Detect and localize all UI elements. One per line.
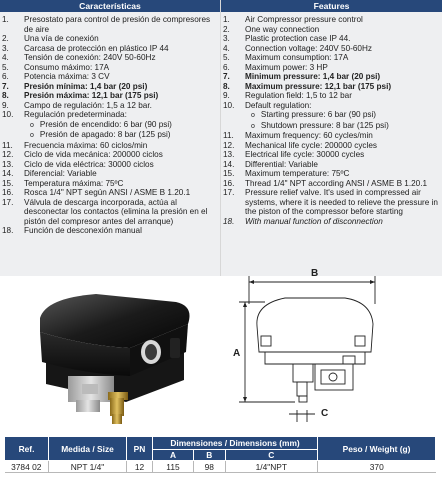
spec-item-text: Presión máxima: 12,1 bar (175 psi) (24, 91, 159, 100)
col-dimensions: Dimensiones / Dimensions (mm) (153, 437, 318, 450)
spec-item-text: Regulation field: 1,5 to 12 bar (245, 91, 352, 100)
cell-pn: 12 (127, 461, 153, 473)
spec-item-text: Potencia máxima: 3 CV (24, 72, 110, 81)
spec-item (2, 130, 216, 141)
spec-item (223, 15, 438, 25)
pressure-switch-photo (26, 280, 206, 430)
spec-item-number: 14. (2, 169, 14, 178)
spec-item-text: Plastic protection case IP 44. (245, 34, 351, 43)
spec-item-text: Campo de regulación: 1,5 a 12 bar. (24, 100, 152, 110)
table-row (5, 461, 436, 473)
specs-spanish-column (0, 0, 221, 276)
specs-spanish-title: Características (0, 0, 220, 12)
spec-item-text: Minimum pressure: 1,4 bar (20 psi) (245, 72, 381, 81)
col-pn: PN (127, 437, 153, 461)
spec-item-number: 4. (2, 53, 9, 62)
cell-dim-c: 1/4"NPT (225, 461, 317, 473)
spec-item-number: 3. (223, 34, 230, 43)
spec-item-number: 3. (2, 43, 9, 53)
spec-item-number: 17. (2, 197, 14, 207)
spec-item-number: 15. (2, 178, 14, 188)
spec-item-number: 12. (2, 150, 14, 159)
spec-item (2, 169, 216, 179)
spec-item-number: 18. (223, 216, 235, 226)
dimension-label-b: B (311, 268, 319, 279)
spec-item-number: 7. (223, 72, 230, 81)
spec-item-number: 7. (2, 81, 9, 91)
spec-item-number (2, 120, 40, 131)
spec-item (2, 179, 216, 189)
spec-item (2, 15, 216, 34)
spec-item-number (223, 121, 261, 132)
spec-item-text: Maximum power: 3 HP (245, 62, 328, 72)
spec-item-number (223, 110, 261, 121)
spec-item (2, 160, 216, 170)
spec-item-text: Temperatura máxima: 75ºC (24, 178, 124, 188)
spec-item (223, 160, 438, 170)
dimension-label-c: C (321, 408, 329, 419)
spec-item (223, 82, 438, 92)
spec-item-number: 4. (223, 43, 230, 53)
spec-item (223, 53, 438, 63)
cell-size: NPT 1/4" (49, 461, 127, 473)
spec-item (2, 226, 216, 236)
spec-item (2, 150, 216, 160)
spec-item-text: Maximum frequency: 60 cycles/min (245, 131, 373, 140)
spec-item-number: 5. (223, 53, 230, 62)
spec-item-number: 15. (223, 169, 235, 178)
cell-dim-a: 115 (153, 461, 194, 473)
spec-item-text: Ciclo de vida eléctrica: 30000 ciclos (24, 159, 154, 169)
spec-item (223, 169, 438, 179)
spec-item (2, 82, 216, 92)
spec-item-text: Presión mínima: 1,4 bar (20 psi) (24, 81, 148, 91)
col-dim-b: B (193, 449, 225, 460)
spec-item (223, 150, 438, 160)
spec-item (223, 179, 438, 189)
spec-item-number: 2. (223, 24, 230, 34)
spec-item-text: With manual function of disconnection (245, 216, 383, 226)
col-dim-a: A (153, 449, 194, 460)
spec-item (2, 141, 216, 151)
spec-item (2, 44, 216, 54)
spec-item-number (2, 130, 40, 141)
specs-english-title: Features (221, 0, 442, 12)
specs-english-column (221, 0, 442, 276)
spec-item-text: Thread 1/4" NPT according ANSI / ASME B 1.20.1 (245, 178, 428, 188)
spec-item-number: 11. (2, 140, 13, 150)
spec-item-number: 11. (223, 131, 234, 140)
spec-item-text: Maximum consumption: 17A (245, 53, 349, 62)
spec-item-text: Rosca 1/4" NPT según ANSI / ASME B 1.20.1 (24, 188, 191, 197)
spec-item (2, 72, 216, 82)
spec-item-number: 2. (2, 34, 9, 43)
spec-item (2, 101, 216, 111)
spec-item-text: Carcasa de protección en plástico IP 44 (24, 43, 169, 53)
spec-item-text: Mechanical life cycle: 200000 cycles (245, 140, 377, 150)
spec-item-text: o Presión de encendido: 6 bar (90 psi) (40, 120, 216, 131)
spec-item-text: One way connection (245, 24, 320, 34)
spec-item-number: 18. (2, 226, 14, 235)
spec-item (223, 34, 438, 44)
spec-item-text: Pressure relief valve. It's used in compressed air systems, where it is needed to relieve the pressure in the piston of the compressor before starting (245, 188, 438, 216)
spec-item (2, 110, 216, 120)
spec-item-text: o Presión de apagado: 8 bar (125 psi) (40, 130, 216, 141)
dimensions-table (4, 436, 436, 473)
spec-item (223, 72, 438, 82)
spec-item (223, 217, 438, 227)
dimension-drawing (225, 264, 385, 430)
spec-item-text: Tensión de conexión: 240V 50-60Hz (24, 53, 156, 62)
spec-item-text: Diferencial: Variable (24, 169, 97, 178)
spec-item-number: 1. (2, 15, 9, 24)
spec-item-number: 6. (223, 62, 230, 72)
spec-item-number: 12. (223, 140, 235, 150)
col-dim-c: C (225, 449, 317, 460)
specs-english-list (221, 12, 442, 226)
col-size: Medida / Size (49, 437, 127, 461)
spec-item-text: Frecuencia máxima: 60 ciclos/min (24, 140, 148, 150)
spec-item (2, 91, 216, 101)
spec-item-text: o Shutdown pressure: 8 bar (125 psi) (261, 121, 438, 132)
spec-item (2, 188, 216, 198)
spec-item-number: 10. (223, 100, 235, 110)
spec-item-number: 17. (223, 188, 235, 197)
spec-item-text: Ciclo de vida mecánica: 200000 ciclos (24, 150, 163, 159)
spec-item-number: 8. (2, 91, 9, 100)
spec-item (2, 120, 216, 131)
spec-item-text: Maximum pressure: 12,1 bar (175 psi) (245, 81, 392, 91)
spec-item-text: Válvula de descarga incorporada, actúa al desconectar los contactos (elimina la presión en el pistón del compresor antes del arranque) (24, 197, 208, 226)
spec-item-number: 14. (223, 159, 235, 169)
spec-item-number: 9. (223, 91, 230, 100)
spec-item-number: 16. (223, 178, 235, 188)
spec-item-text: Default regulation: (245, 100, 312, 110)
spec-item-text: Presostato para control de presión de compresores de aire (24, 15, 211, 34)
spec-item (2, 53, 216, 63)
spec-item-number: 10. (2, 110, 14, 119)
spec-item (223, 110, 438, 121)
spec-item-number: 13. (2, 159, 14, 169)
dimension-label-a: A (233, 348, 241, 359)
spec-item-text: Maximum temperature: 75ºC (245, 169, 350, 178)
cell-dim-b: 98 (193, 461, 225, 473)
cell-ref: 3784 02 (5, 461, 49, 473)
spec-item-text: Función de desconexión manual (24, 226, 142, 235)
spec-item (223, 121, 438, 132)
spec-item (223, 63, 438, 73)
spec-item-number: 6. (2, 72, 9, 81)
spec-item (223, 131, 438, 141)
spec-item-text: Air Compressor pressure control (245, 15, 363, 24)
spec-item-text: o Starting pressure: 6 bar (90 psi) (261, 110, 438, 121)
spec-item (223, 91, 438, 101)
spec-item-text: Regulación predeterminada: (24, 110, 127, 119)
spec-item-number: 9. (2, 100, 9, 110)
col-weight: Peso / Weight (g) (318, 437, 436, 461)
spec-item-number: 1. (223, 15, 230, 24)
spec-item-number: 13. (223, 150, 235, 159)
spec-item-text: Differential: Variable (245, 159, 318, 169)
spec-item (223, 141, 438, 151)
spec-item-text: Una vía de conexión (24, 34, 99, 43)
spec-item (223, 44, 438, 54)
spec-item-number: 8. (223, 81, 230, 91)
spec-item (2, 34, 216, 44)
col-ref: Ref. (5, 437, 49, 461)
cell-weight: 370 (318, 461, 436, 473)
spec-item-text: Electrical life cycle: 30000 cycles (245, 150, 365, 159)
spec-item (223, 101, 438, 111)
spec-item-number: 5. (2, 62, 9, 72)
spec-item (223, 25, 438, 35)
spec-item (2, 198, 216, 227)
spec-item-text: Consumo máximo: 17A (24, 62, 110, 72)
spec-item-number: 16. (2, 188, 14, 197)
spec-item (223, 188, 438, 217)
spec-item (2, 63, 216, 73)
spec-item-text: Connection voltage: 240V 50-60Hz (245, 43, 372, 53)
specs-spanish-list (0, 12, 220, 236)
